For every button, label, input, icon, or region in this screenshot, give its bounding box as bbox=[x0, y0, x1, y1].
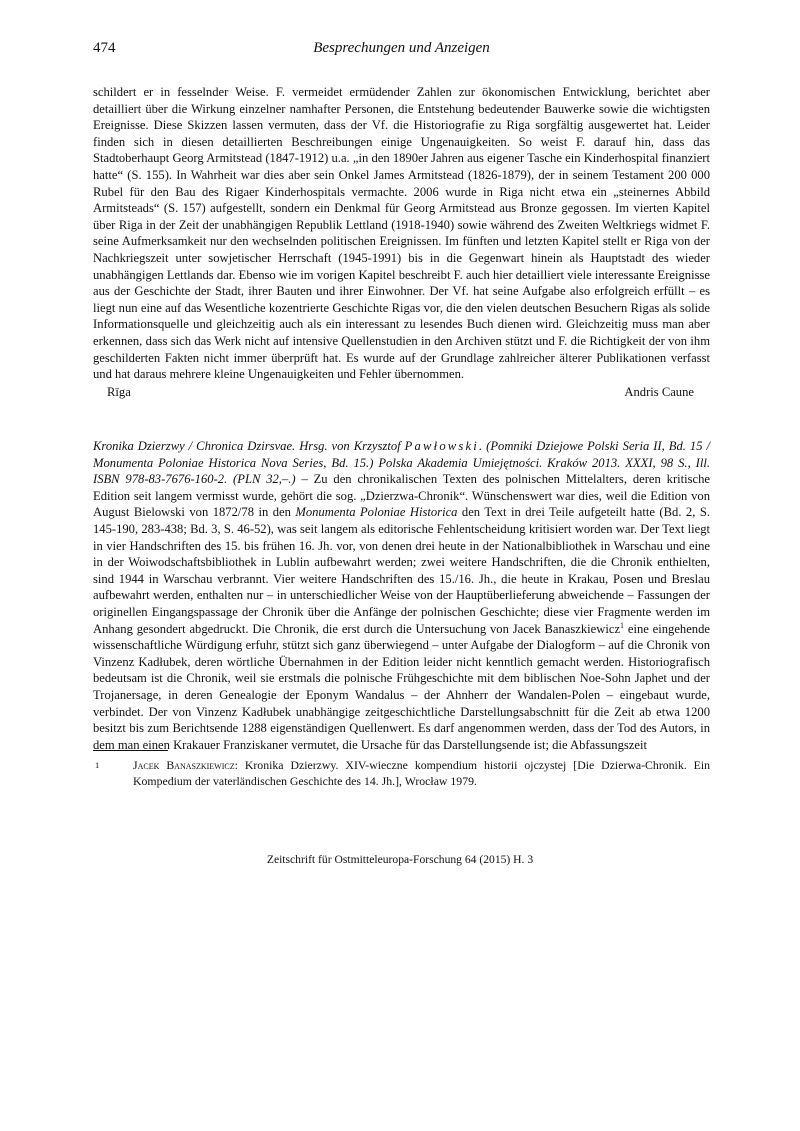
running-head: Besprechungen und Anzeigen bbox=[313, 40, 490, 56]
editor-surname: Pawłowski bbox=[404, 439, 479, 453]
review-riga bbox=[93, 84, 710, 400]
review-place: Rīga bbox=[107, 384, 131, 399]
reviewer-name: Andris Caune bbox=[624, 384, 694, 399]
page-header bbox=[93, 40, 710, 60]
body-text-a: – Zu den chronikalischen Texten des polnischen Mittelalters, deren kritische Edition seit langem vermisst wurde, gehört die sog. „Dzierzwa-Chronik“. Wünschenswert war dies, weil die Edition von August Bielowski von 1872/78 in den bbox=[93, 472, 711, 520]
series-title: Monumenta Poloniae Historica bbox=[295, 505, 458, 520]
footnote-ref[interactable]: 1 bbox=[620, 620, 625, 630]
review-kronika-text bbox=[93, 438, 710, 753]
footnote-text bbox=[133, 758, 710, 790]
citation-part1: Kronika Dzierzwy / Chronica Dzirsvae. Hrsg. von Krzysztof bbox=[93, 439, 405, 453]
body-text-c: eine eingehende wissenschaftliche Würdigung erfuhr, stützt sich ganz überwiegend – unter Aufgabe der Dialogform – auf die Chronik von Vinzenz Kadłubek, deren wörtliche Übernahmen in der Edition leider nicht kenntlich gemacht werden. Historiografisch bedeutsam ist die Chronik, weil sie erstmals die polnische Frühgeschichte mit dem biblischen Noe-Sohn Japhet und der Trojanersage, in deren Genealogie der Eponym Wandalus – der Ahnherr der Wandalen-Polen – eingebaut wurde, verbindet. Der von Vinzenz Kadłubek unabhängige zeitgeschichtliche Darstellungsabschnitt für die Zeit ab etwa 1200 besitzt bis zum Berichtsende 1288 eigenständigen Quellenwert. Es darf angenommen werden, dass der Tod des Autors, in dem man einen Krakauer Franziskaner vermutet, die Ursache für das Darstellungsende ist; die Abfassungszeit bbox=[93, 621, 710, 752]
citation-part2: . (Pomniki Dziejowe Polski Seria II, Bd. 15 / Monumenta Poloniae Historica Nova Series, Bd. 15.) Polska Akademia Umiejętności. Kraków 2013. XXXI, 98 S., Ill. ISBN 978-83-7676-160-2. (PLN 32,–.) bbox=[93, 439, 710, 487]
review-kronika bbox=[93, 438, 710, 753]
review-signature bbox=[93, 384, 710, 401]
page-number: 474 bbox=[93, 40, 116, 56]
body-text-b: den Text in drei Teile aufgeteilt hatte (Bd. 2, S. 145-190, 283-438; Bd. 3, S. 46-52), was seit langem als editorische Fehlentscheidung kritisiert worden war. Der Text liegt in vier Handschriften des 15. bis frühen 16. Jh. vor, von denen drei heute in der Nationalbibliothek in Warschau und eine in der Woiwodschaftsbibliothek in Lublin aufbewahrt werden; zwei weitere Handschriften, die die Chronik enthielten, sind 1944 in Warschau verbrannt. Vier weitere Handschriften des 15./16. Jh., die heute in Krakau, Posen und Breslau aufbewahrt werden, enthalten nur – in unterschiedlicher Weise von der Hauptüberlieferung abweichende – Fassungen der originellen Eingangspassage der Chronik über die Anfänge der polnischen Geschichte; diese vier Fragmente werden im Anhang gesondert abgedruckt. Die Chronik, die erst durch die Untersuchung von Jacek Banaszkiewicz bbox=[93, 505, 710, 636]
review-riga-text: schildert er in fesselnder Weise. F. vermeidet ermüdender Zahlen zur ökonomischen Entwicklung, berichtet aber detailliert über die Wirkung einzelner namhafter Personen, die Entstehung bedeutender Bauwerke sowie die wichtigsten Ereignisse. Diese Skizzen lassen vermuten, dass der Vf. die Historiografie zu Riga sorgfältig ausgewertet hat. Leider finden sich in diesen detaillierten Beschreibungen einige Ungenauigkeiten. So weist F. darauf hin, dass das Stadtoberhaupt Georg Armitstead (1847-1912) u.a. „in den 1890er Jahren aus eigener Tasche ein Kinderhospital finanziert hatte“ (S. 155). In Wahrheit war dies aber sein Onkel James Armitstead (1826-1879), der in seinem Testament 200 000 Rubel für den Bau des Rigaer Kinderhospitals vermachte. 2006 wurde in Riga nicht etwa ein „steinernes Abbild Armitsteads“ (S. 157) aufgestellt, sondern ein Denkmal für Georg Armitstead aus Bronze gegossen. Im vierten Kapitel über Riga in der Zeit der unabhängigen Republik Lettland (1918-1940) sowie während des Zweiten Weltkriegs widmet F. seine Aufmerksamkeit nur den wechselnden politischen Ereignissen. Im fünften und letzten Kapitel stellt er Riga von der Nachkriegszeit unter sowjetischer Herrschaft (1945-1991) bis in die Gegenwart hinein als Hauptstadt des wieder unabhängigen Lettlands dar. Ebenso wie im vorigen Kapitel beschreibt F. auch hier detailliert viele interessante Ereignisse aus der Geschichte der Stadt, ihrer Bauten und ihrer Einwohner. Der Vf. hat seine Aufgabe also erfolgreich erfüllt – es liegt nun eine auf das Wesentliche kozentrierte Geschichte Rigas vor, die den vielen deutschen Besuchern Rigas als solide Informationsquelle und gleichzeitig auch als ein interessant zu lesendes Buch dienen wird. Gleichzeitig muss man aber erkennen, dass sich das Werk nicht auf intensive Quellenstudien in den Archiven stützt und F. die Richtigkeit der von ihm geschilderten Fakten nicht immer überprüft hat. Es wurde auf der Grundlage zahlreicher älterer Publikationen verfasst und hat daraus mehrere kleine Ungenauigkeiten und Fehler übernommen. bbox=[93, 85, 710, 382]
footnote bbox=[93, 758, 710, 790]
footnote-author: Jacek Banaszkiewicz bbox=[133, 758, 235, 772]
footnote-rule bbox=[93, 750, 168, 751]
footnote-body: : Kronika Dzierzwy. XIV-wieczne kompendium historii ojczystej [Die Dzierwa-Chronik. Ein Kompedium der vaterländischen Geschichte des 14. Jh.], Wrocław 1979. bbox=[133, 758, 710, 788]
page-footer: Zeitschrift für Ostmitteleuropa-Forschung 64 (2015) H. 3 bbox=[266, 853, 534, 866]
footnote-number: 1 bbox=[95, 760, 100, 770]
